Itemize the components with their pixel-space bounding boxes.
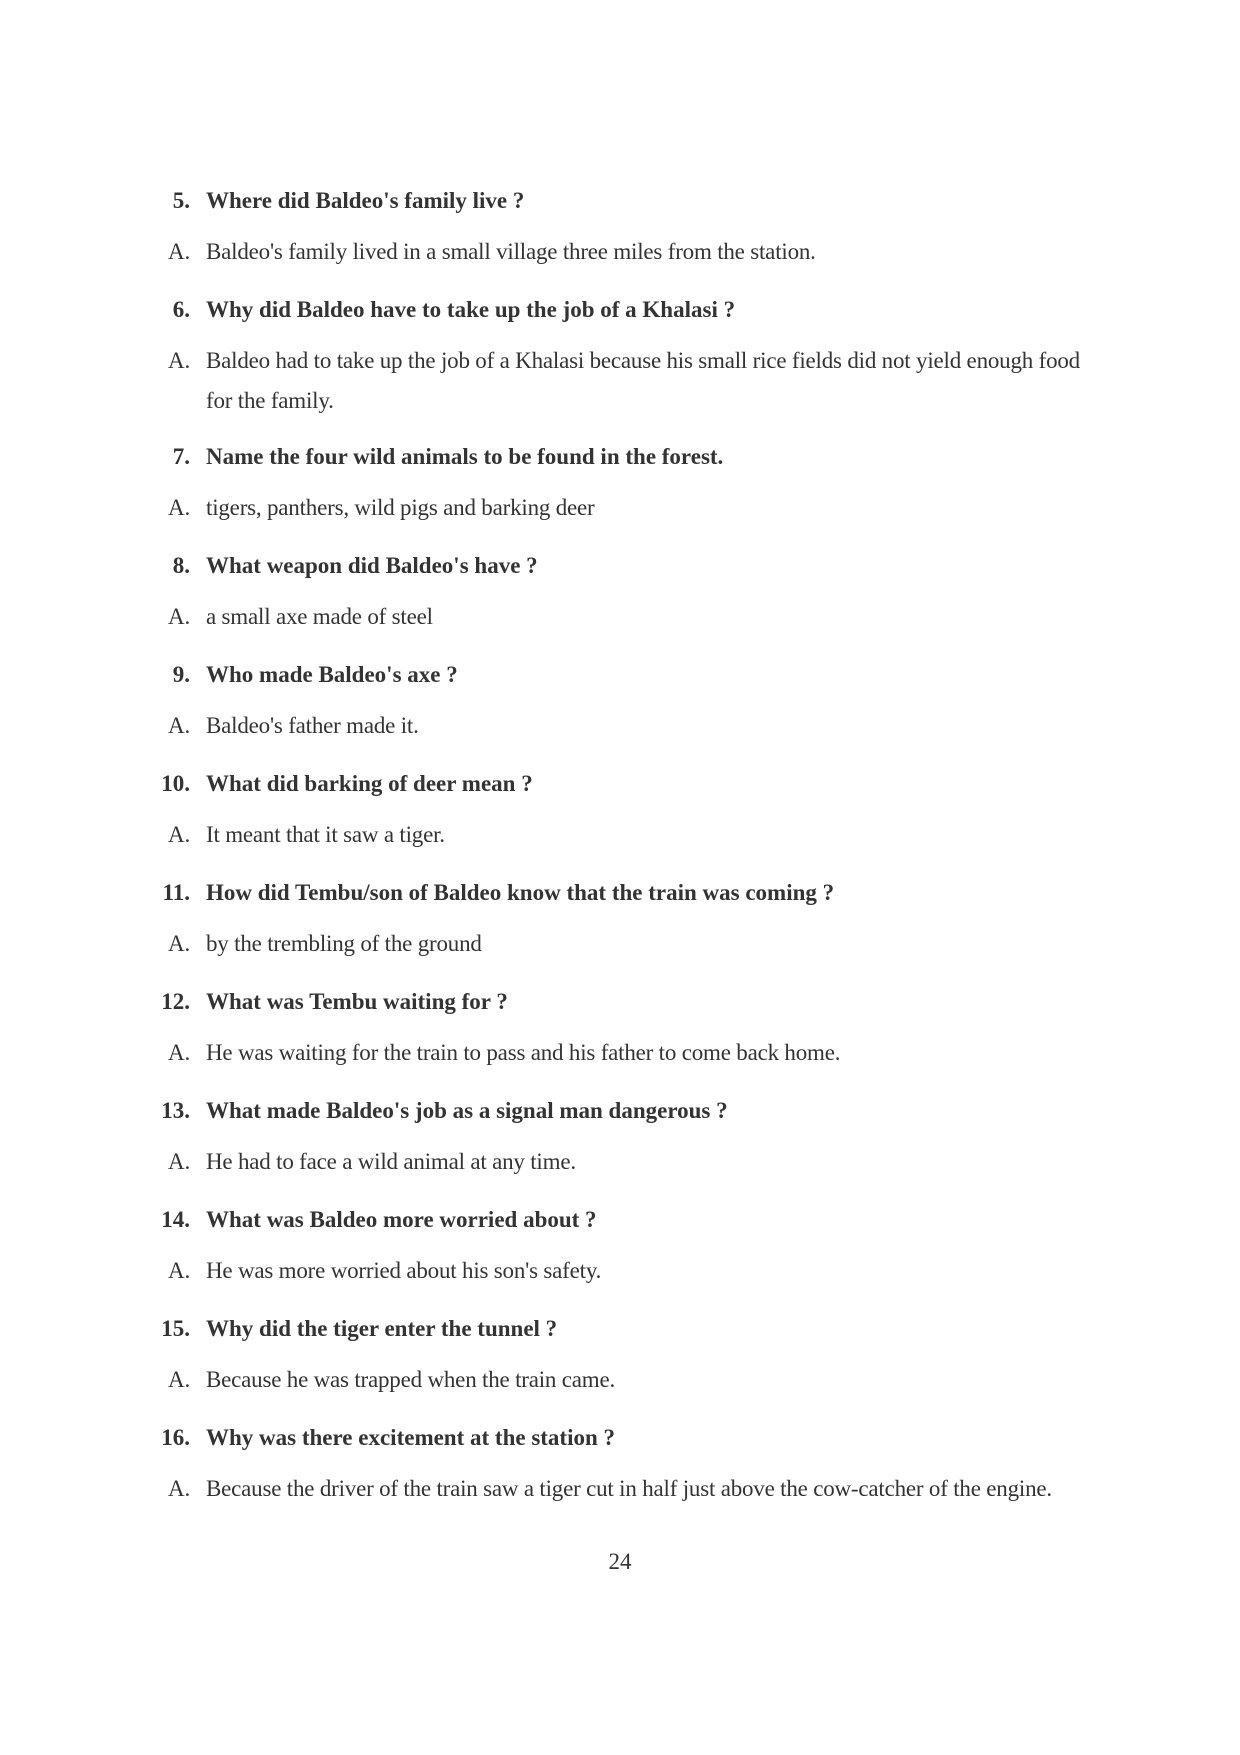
page-number: 24 [608,1549,632,1574]
question-number: 14. [161,1207,190,1232]
answer-item [0,341,1240,437]
question-item [0,1309,1240,1360]
answer-text: He was more worried about his son's safety. [206,1258,602,1283]
answer-label: A. [168,931,190,956]
question-number: 6. [172,297,190,322]
question-number: 11. [162,880,190,905]
answer-item [0,1360,1240,1418]
answer-text: by the trembling of the ground [206,931,482,956]
qa-list [0,181,1240,1520]
question-text: How did Tembu/son of Baldeo know that the train was coming ? [206,880,835,905]
answer-text: tigers, panthers, wild pigs and barking deer [206,495,595,520]
question-number: 8. [172,553,190,578]
answer-label: A. [168,1476,190,1501]
answer-text: He had to face a wild animal at any time. [206,1149,576,1174]
question-number: 15. [161,1316,190,1341]
answer-item [0,1033,1240,1091]
answer-text: It meant that it saw a tiger. [206,822,445,847]
question-item [0,546,1240,597]
question-item [0,1200,1240,1251]
answer-item [0,706,1240,764]
answer-text: a small axe made of steel [206,604,433,629]
question-item [0,437,1240,488]
answer-label: A. [168,604,190,629]
question-text: Where did Baldeo's family live ? [206,188,525,213]
answer-item [0,488,1240,546]
answer-item [0,1142,1240,1200]
question-item [0,873,1240,924]
answer-label: A. [168,239,190,264]
question-number: 9. [172,662,190,687]
question-item [0,655,1240,706]
question-text: Why did the tiger enter the tunnel ? [206,1316,558,1341]
question-item [0,764,1240,815]
answer-label: A. [168,1149,190,1174]
question-number: 10. [161,771,190,796]
answer-text: Because the driver of the train saw a tiger cut in half just above the cow-catcher of the engine. [206,1476,1052,1501]
answer-label: A. [168,1258,190,1283]
question-text: What weapon did Baldeo's have ? [206,553,538,578]
question-text: What did barking of deer mean ? [206,771,533,796]
answer-label: A. [168,822,190,847]
answer-text: Because he was trapped when the train came. [206,1367,616,1392]
answer-text: He was waiting for the train to pass and his father to come back home. [206,1040,841,1065]
question-text: Who made Baldeo's axe ? [206,662,458,687]
answer-item [0,924,1240,982]
question-text: Why did Baldeo have to take up the job of a Khalasi ? [206,297,736,322]
answer-item [0,1251,1240,1309]
question-text: Name the four wild animals to be found in the forest. [206,444,724,469]
question-text: What was Tembu waiting for ? [206,989,508,1014]
answer-item [0,815,1240,873]
question-text: Why was there excitement at the station ? [206,1425,616,1450]
answer-text: Baldeo had to take up the job of a Khalasi because his small rice fields did not yield enough food for the family. [206,348,1080,413]
answer-label: A. [168,495,190,520]
answer-text: Baldeo's family lived in a small village three miles from the station. [206,239,816,264]
answer-item [0,232,1240,290]
answer-label: A. [168,348,190,373]
question-item [0,1418,1240,1469]
question-item [0,982,1240,1033]
question-number: 5. [172,188,190,213]
question-number: 12. [161,989,190,1014]
answer-item [0,1469,1240,1520]
answer-text: Baldeo's father made it. [206,713,419,738]
question-text: What made Baldeo's job as a signal man dangerous ? [206,1098,728,1123]
answer-item [0,597,1240,655]
question-number: 13. [161,1098,190,1123]
question-item [0,1091,1240,1142]
answer-label: A. [168,1040,190,1065]
question-text: What was Baldeo more worried about ? [206,1207,597,1232]
answer-label: A. [168,713,190,738]
question-number: 16. [161,1425,190,1450]
question-number: 7. [172,444,190,469]
answer-label: A. [168,1367,190,1392]
question-item [0,290,1240,341]
question-item [0,181,1240,232]
